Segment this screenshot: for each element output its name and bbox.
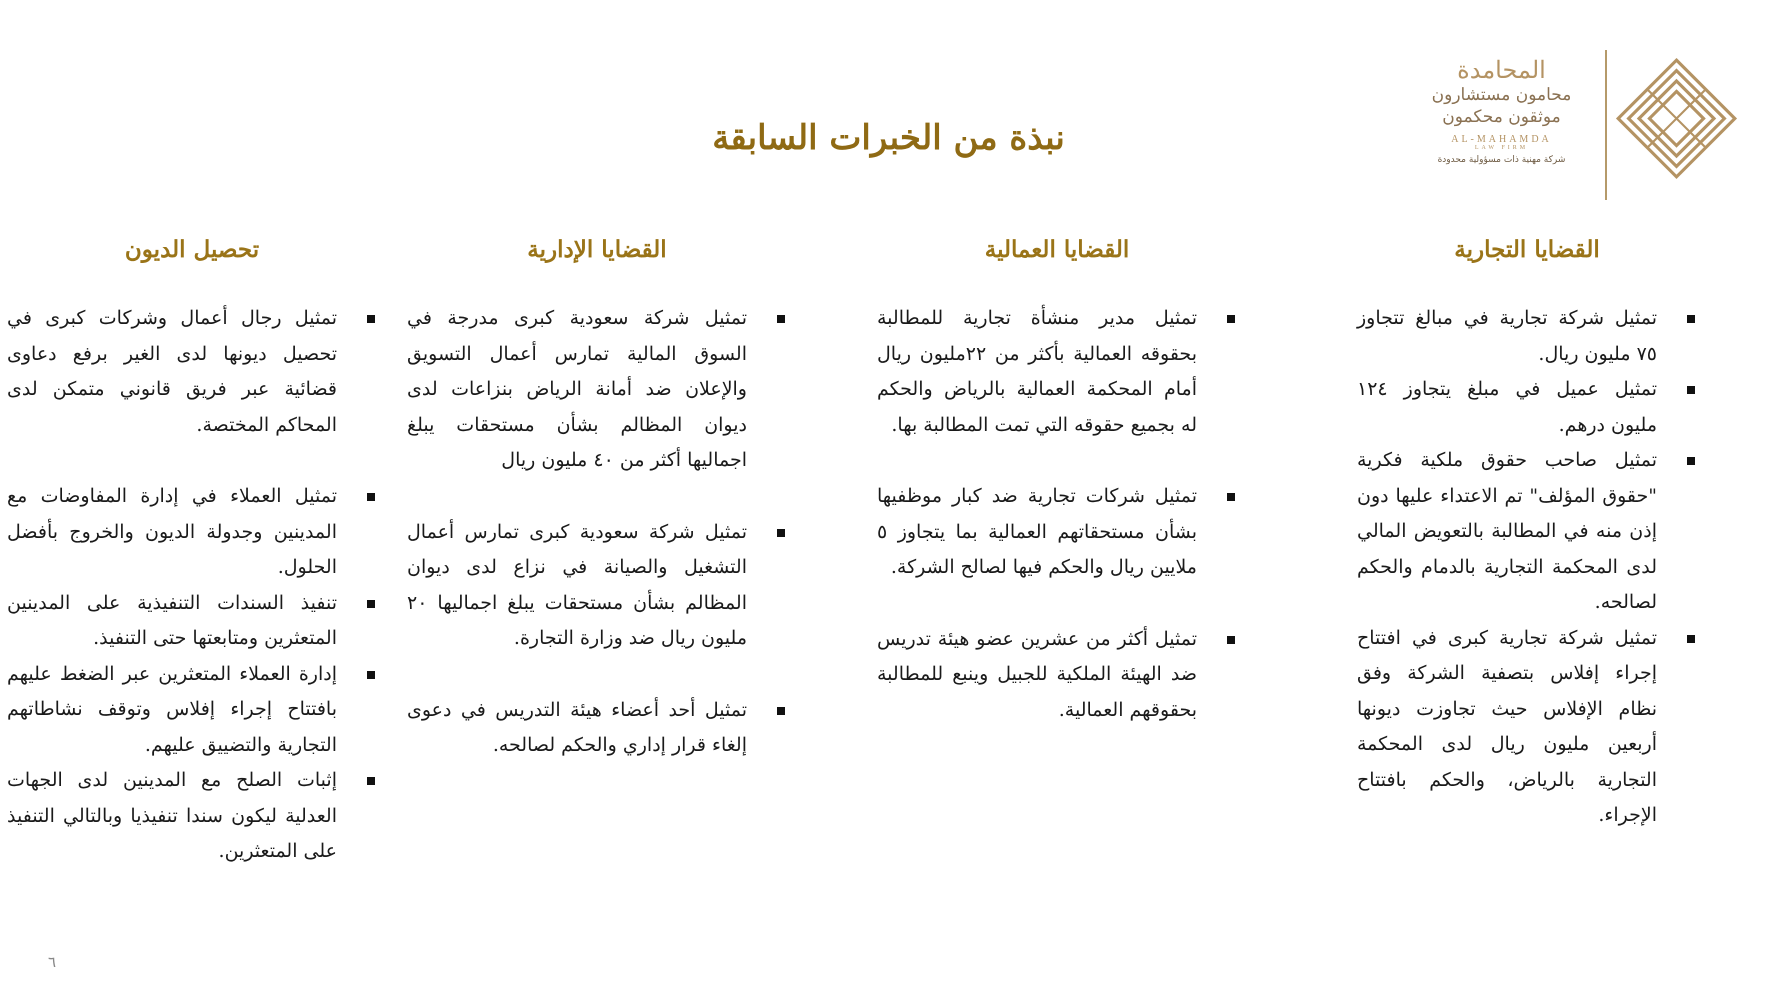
item-list <box>7 301 377 870</box>
list-item: تمثيل شركة سعودية كبرى مدرجة في السوق المالية تمارس أعمال التسويق والإعلان ضد أمانة الرياض بنزاعات لدى ديوان المظالم بشأن مستحقات يبلغ اجماليها أكثر من ٤٠ مليون ريال <box>407 301 787 479</box>
column-administrative-cases <box>407 236 787 800</box>
list-item: إثبات الصلح مع المدينين لدى الجهات العدلية ليكون سندا تنفيذيا وبالتالي التنفيذ على المتعثرين. <box>7 763 377 870</box>
list-item: تمثيل شركات تجارية ضد كبار موظفيها بشأن مستحقاتهم العمالية بما يتجاوز ٥ ملايين ريال والحكم فيها لصالح الشركة. <box>877 479 1237 586</box>
list-item: تمثيل عميل في مبلغ يتجاوز ١٢٤ مليون درهم. <box>1357 372 1697 443</box>
column-heading: القضايا العمالية <box>984 236 1130 263</box>
logo-name: المحامدة <box>1457 56 1546 84</box>
list-item: تمثيل العملاء في إدارة المفاوضات مع المدينين وجدولة الديون والخروج بأفضل الحلول. <box>7 479 377 586</box>
list-item: تمثيل مدير منشأة تجارية للمطالبة بحقوقه العمالية بأكثر من ٢٢مليون ريال أمام المحكمة العمالية بالرياض والحكم له بجميع حقوقه التي تمت المطالبة بها. <box>877 301 1237 443</box>
item-list <box>877 301 1237 728</box>
item-list <box>1357 301 1697 834</box>
logo-tagline-2: موثقون محكمون <box>1442 107 1561 127</box>
logo-tagline-1: محامون مستشارون <box>1431 85 1572 105</box>
column-debt-collection <box>7 236 377 870</box>
column-heading: القضايا التجارية <box>1454 236 1600 263</box>
list-item: تمثيل شركة سعودية كبرى تمارس أعمال التشغيل والصيانة في نزاع لدى ديوان المظالم بشأن مستحقات يبلغ اجماليها ٢٠ مليون ريال ضد وزارة التجارة. <box>407 515 787 657</box>
column-labor-cases <box>877 236 1237 764</box>
list-item: تمثيل صاحب حقوق ملكية فكرية "حقوق المؤلف" تم الاعتداء عليها دون إذن منه في المطالبة بالتعويض المالي لدى المحكمة التجارية بالدمام والحكم لصالحه. <box>1357 443 1697 621</box>
page-number: ٦ <box>48 953 57 971</box>
item-list <box>407 301 787 764</box>
logo-latin-name: AL-MAHAMDA <box>1451 134 1552 145</box>
column-heading: القضايا الإدارية <box>527 236 667 263</box>
list-item: تنفيذ السندات التنفيذية على المدينين المتعثرين ومتابعتها حتى التنفيذ. <box>7 586 377 657</box>
column-heading: تحصيل الديون <box>124 236 260 263</box>
list-item: تمثيل أحد أعضاء هيئة التدريس في دعوى إلغاء قرار إداري والحكم لصالحه. <box>407 693 787 764</box>
list-item: تمثيل شركة تجارية في مبالغ تتجاوز ٧٥ مليون ريال. <box>1357 301 1697 372</box>
list-item: إدارة العملاء المتعثرين عبر الضغط عليهم بافتتاح إجراء إفلاس وتوقف نشاطاتهم التجارية والتضييق عليهم. <box>7 657 377 764</box>
column-commercial-cases <box>1357 236 1697 834</box>
page-title: نبذة من الخبرات السابقة <box>712 118 1065 158</box>
list-item: تمثيل شركة تجارية كبرى في افتتاح إجراء إفلاس بتصفية الشركة وفق نظام الإفلاس حيث تجاوزت ديونها أربعين مليون ريال لدى المحكمة التجارية بالرياض، والحكم بافتتاح الإجراء. <box>1357 621 1697 834</box>
logo-legal-text: شركة مهنية ذات مسؤولية محدودة <box>1437 155 1566 165</box>
list-item: تمثيل أكثر من عشرين عضو هيئة تدريس ضد الهيئة الملكية للجبيل وينبع للمطالبة بحقوقهم العمالية. <box>877 622 1237 729</box>
logo-latin-sub: LAW FIRM <box>1474 145 1529 151</box>
list-item: تمثيل رجال أعمال وشركات كبرى في تحصيل ديونها لدى الغير برفع دعاوى قضائية عبر فريق قانوني متمكن لدى المحاكم المختصة. <box>7 301 377 443</box>
